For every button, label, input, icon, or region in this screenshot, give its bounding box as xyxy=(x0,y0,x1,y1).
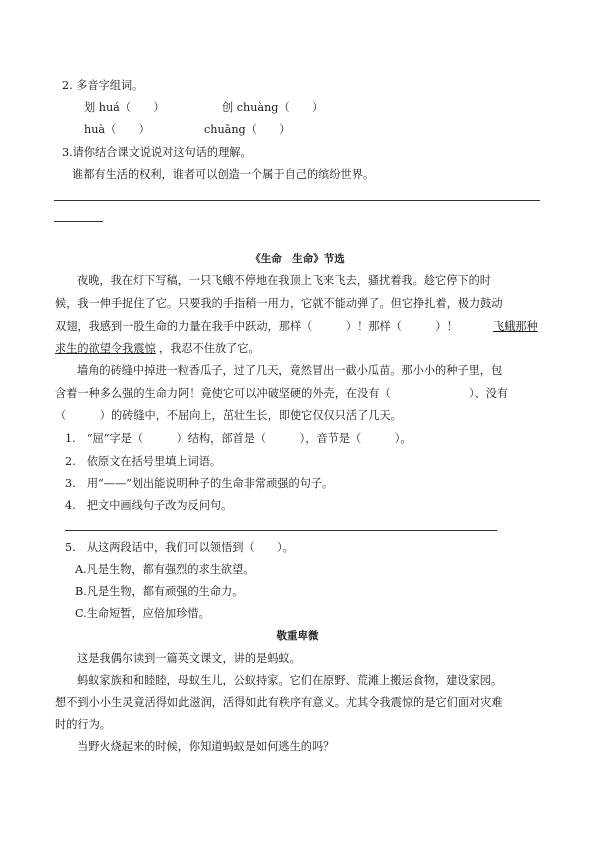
passage-line: 墙角的砖缝中掉进一粒香瓜子，过了几天，竟然冒出一截小瓜苗。那小小的种子里，包 xyxy=(77,364,503,377)
question-3-heading: 3.请你结合课文说说对这句话的理解。 xyxy=(62,146,252,159)
question-3: 3. 用“——”划出能说明种子的生命非常顽强的句子。 xyxy=(65,477,334,490)
answer-line-short xyxy=(54,221,103,222)
passage-line: 这是我偶尔读到一篇英文课文，讲的是蚂蚁。 xyxy=(77,652,301,665)
underlined-sentence: 飞蛾那种 xyxy=(493,320,538,333)
polyphone-chuang-level: chuāng（ ） xyxy=(204,123,291,136)
passage-line: 当野火烧起来的时候，你知道蚂蚁是如何逃生的吗？ xyxy=(77,740,335,753)
question-4: 4. 把文中画线句子改为反问句。 xyxy=(65,499,233,512)
passage-line: 含着一种多么强的生命力阿！竟使它可以冲破坚硬的外壳，在没有（ ）、没有 xyxy=(55,387,509,400)
option-b: B.凡是生物，都有顽强的生命力。 xyxy=(75,585,244,598)
option-a: A.凡是生物，都有强烈的求生欲望。 xyxy=(75,563,255,576)
passage-line: 时的行为。 xyxy=(55,718,111,731)
question-1: 1. “屈”字是（ ）结构，部首是（ ），音节是（ ）。 xyxy=(65,432,412,445)
underlined-sentence: 求生的欲望令我震惊 xyxy=(55,342,156,355)
answer-line xyxy=(54,200,540,201)
passage-title-life: 《生命 生命》节选 xyxy=(250,253,345,265)
polyphone-hua-rising: 划 huá（ ） xyxy=(84,101,165,114)
passage-line: 双翅，我感到一股生命的力量在我手中跃动，那样（ ）！那样（ ）！ xyxy=(55,320,458,333)
passage-line: （ ）的砖缝中，不屈向上，茁壮生长，即使它仅仅只活了几天。 xyxy=(55,409,402,422)
passage-line: 想不到小小生灵竟活得如此滋润，活得如此有秩序有意义。尤其令我震惊的是它们面对灾难 xyxy=(55,696,503,709)
polyphone-chuang-falling: 创 chuàng（ ） xyxy=(222,101,324,114)
answer-line xyxy=(65,530,497,531)
passage-line: ，我忍不住放了它。 xyxy=(159,342,260,355)
passage-line: 候，我一伸手捉住了它。只要我的手指稍一用力，它就不能动弹了。但它挣扎着，极力鼓动 xyxy=(55,297,503,310)
polyphone-hua-falling: huà（ ） xyxy=(84,123,150,136)
question-3-quote: 谁都有生活的权利，谁者可以创造一个属于自己的缤纷世界。 xyxy=(72,168,375,181)
passage-line: 蚂蚁家族和和睦睦，母蚁生儿，公蚁持家。它们在原野、荒滩上搬运食物，建设家园。 xyxy=(77,674,503,687)
question-5: 5. 从这两段话中，我们可以领悟到（ ）。 xyxy=(65,541,294,554)
question-2: 2. 依原文在括号里填上词语。 xyxy=(65,455,222,468)
passage-line: 夜晚，我在灯下写稿，一只飞蛾不停地在我顶上飞来飞去，骚扰着我。趁它停下的时 xyxy=(77,274,491,287)
question-2-heading: 2. 多音字组词。 xyxy=(62,79,144,92)
passage-title-ants: 敬重卑微 xyxy=(276,630,319,642)
option-c: C.生命短暂，应倍加珍惜。 xyxy=(75,607,210,620)
